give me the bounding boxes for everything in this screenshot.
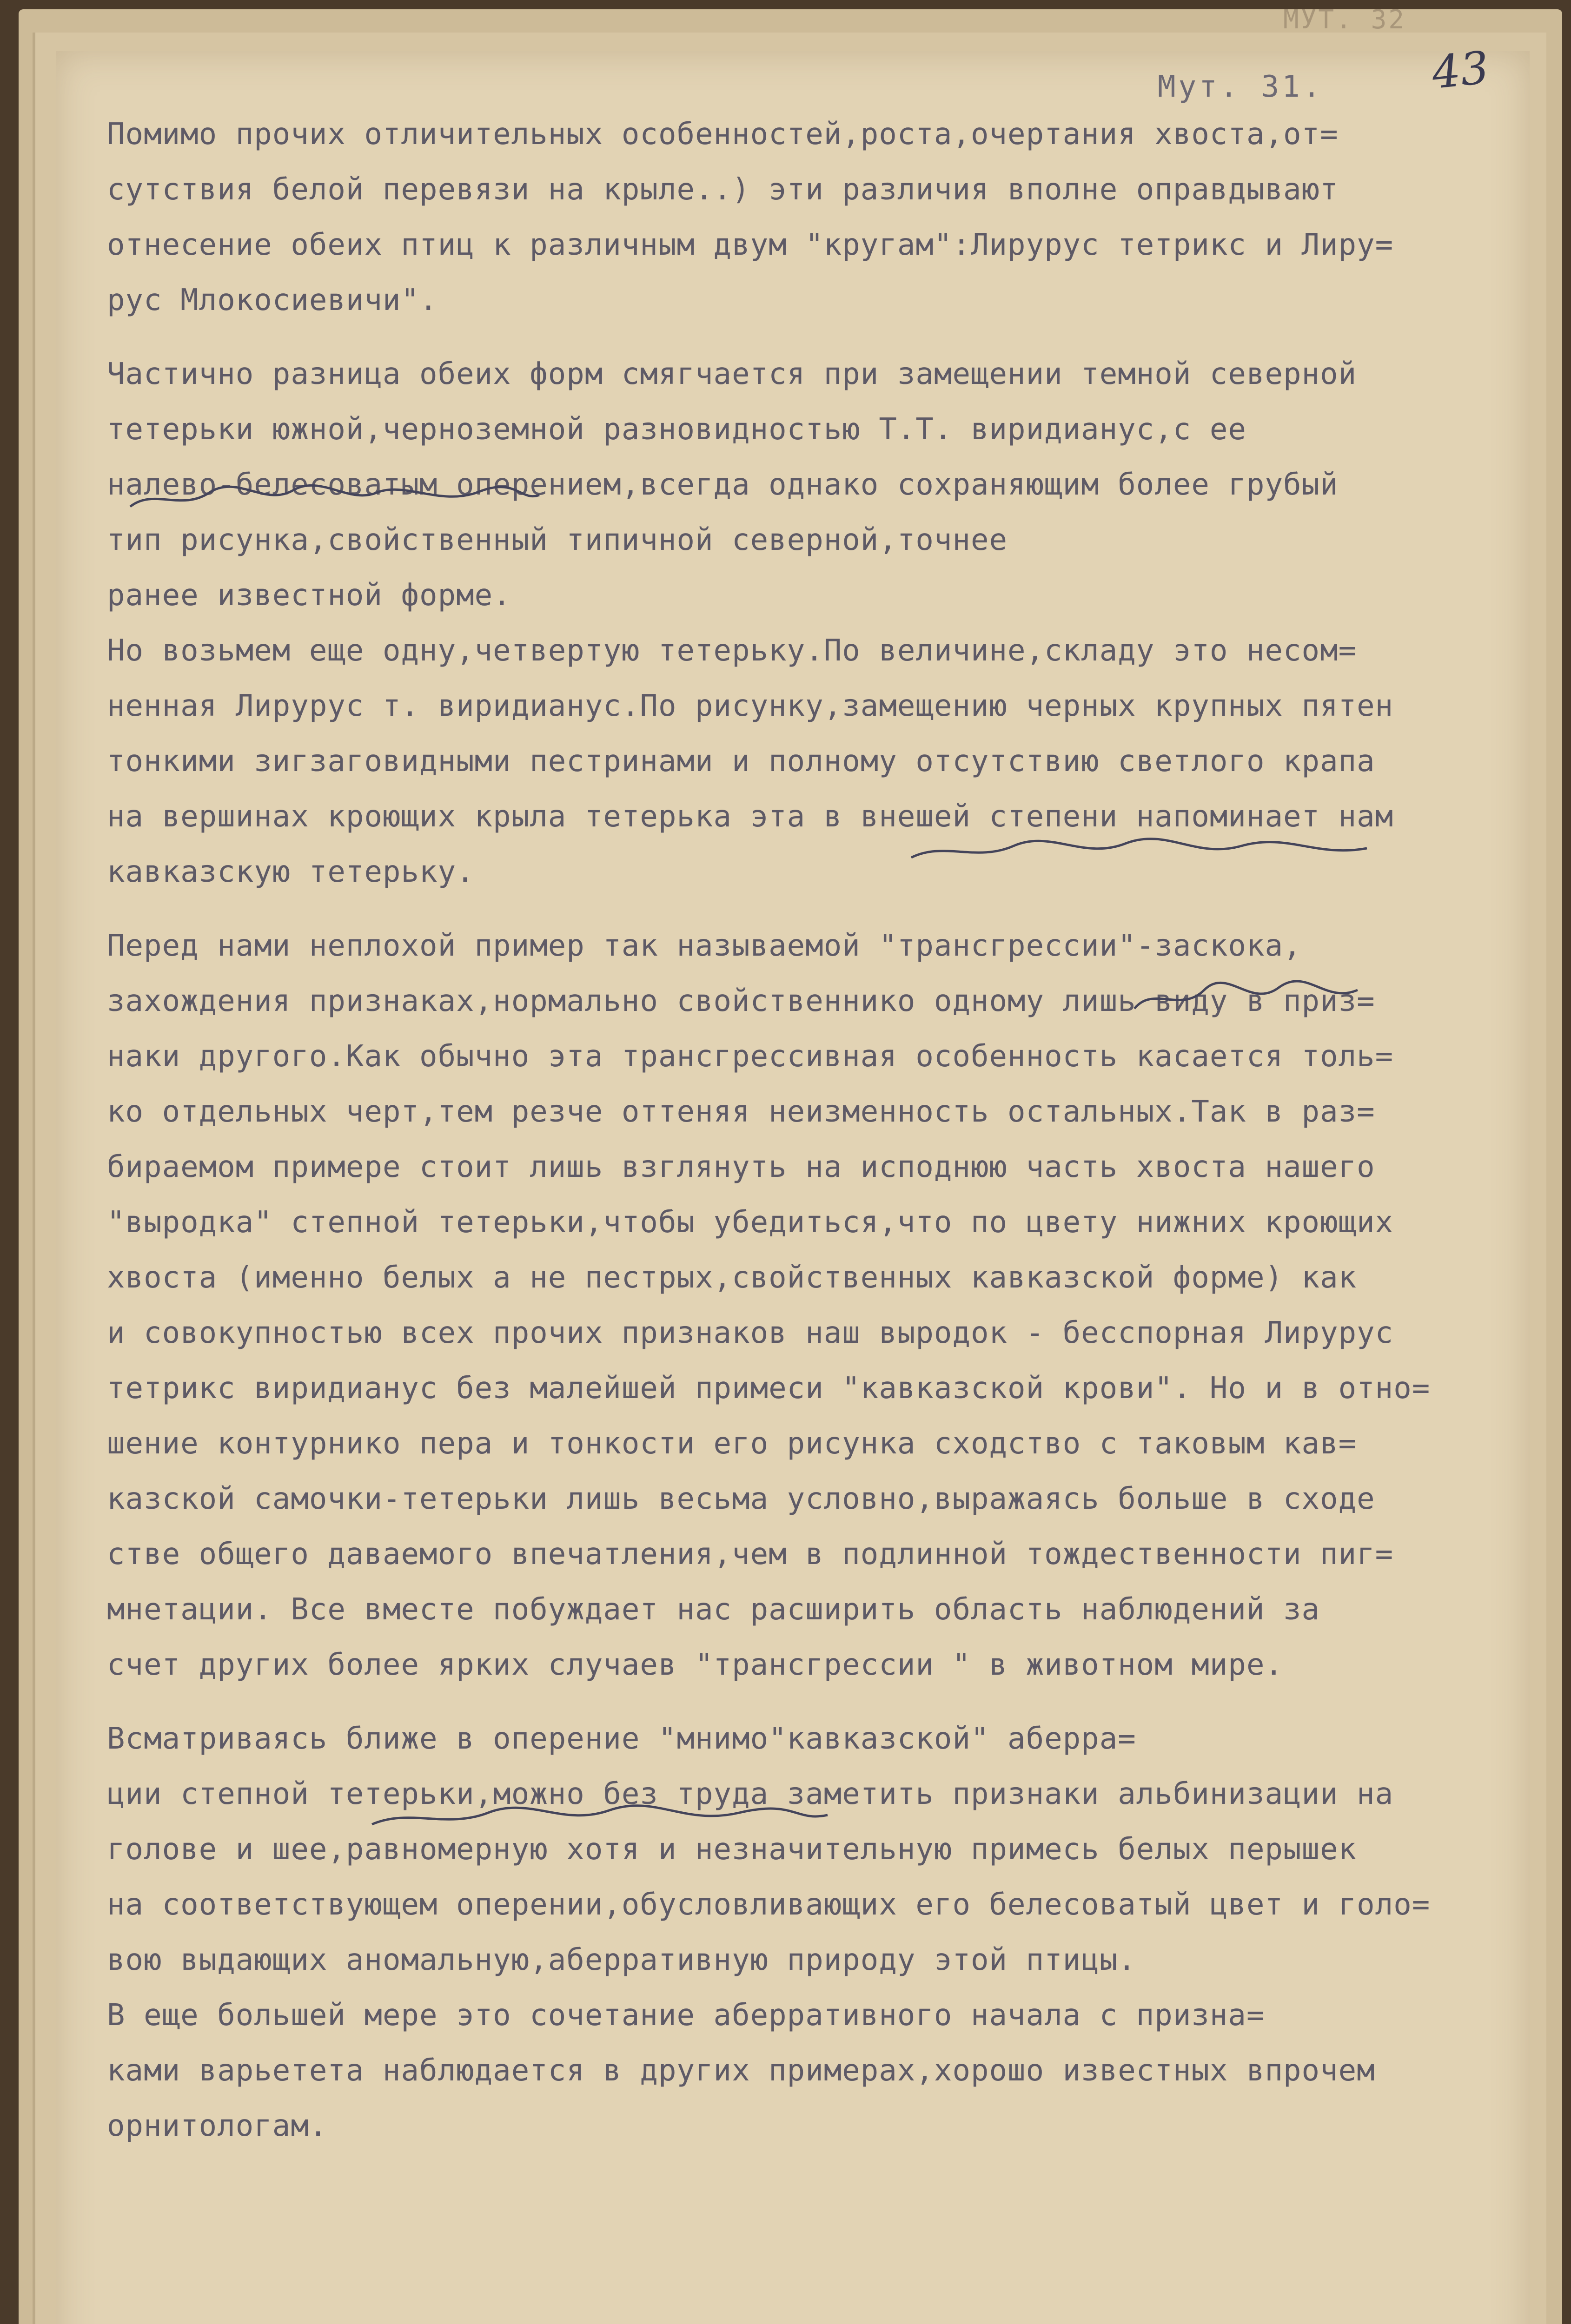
text-line: отнесение обеих птиц к различным двум "кругам":Лирурус тетрикс и Лиру= bbox=[107, 228, 1394, 262]
text-line: тетрикс виридианус без малейшей примеси "кавказской крови". Но и в отно= bbox=[107, 1371, 1431, 1406]
underlying-page-header: МУТ. 32 bbox=[1283, 5, 1406, 35]
text-line: ко отдельных черт,тем резче оттеняя неизменность остальных.Так в раз= bbox=[107, 1095, 1375, 1129]
text-line: ками варьетета наблюдается в других примерах,хорошо известных впрочем bbox=[107, 2053, 1375, 2088]
text-line: Перед нами неплохой пример так называемой "трансгрессии"-заскока, bbox=[107, 929, 1302, 963]
text-line: Помимо прочих отличительных особенностей,роста,очертания хвоста,от= bbox=[107, 117, 1339, 152]
text-line: тонкими зигзаговидными пестринами и полному отсутствию светлого крапа bbox=[107, 744, 1375, 779]
text-line: орнитологам. bbox=[107, 2109, 328, 2143]
folio-number: 43 bbox=[1429, 41, 1491, 99]
handwritten-annotation bbox=[907, 832, 1372, 869]
text-line: В еще большей мере это сочетание аберративного начала с призна= bbox=[107, 1998, 1265, 2033]
handwritten-annotation bbox=[367, 1799, 832, 1836]
text-line: бираемом примере стоит лишь взглянуть на исподнюю часть хвоста нашего bbox=[107, 1150, 1375, 1184]
text-line: тип рисунка,свойственный типичной северной,точнее bbox=[107, 523, 1008, 557]
text-line: Частично разница обеих форм смягчается при замещении темной северной bbox=[107, 357, 1357, 391]
text-line: наки другого.Как обычно эта трансгрессивная особенность касается толь= bbox=[107, 1039, 1394, 1074]
text-line: налево-белесоватым оперением,всегда однако сохраняющим более грубый bbox=[107, 468, 1339, 502]
text-line: кавказскую тетерьку. bbox=[107, 855, 475, 889]
handwritten-annotation bbox=[126, 479, 544, 516]
text-line: казской самочки-тетерьки лишь весьма условно,выражаясь больше в сходе bbox=[107, 1482, 1375, 1516]
text-line: ции степной тетерьки,можно без труда заметить признаки альбинизации на bbox=[107, 1777, 1394, 1811]
text-line: счет других более ярких случаев "трансгрессии " в животном мире. bbox=[107, 1648, 1283, 1682]
handwritten-annotation bbox=[1130, 976, 1362, 1018]
text-line: шение контурнико пера и тонкости его рисунка сходство с таковым кав= bbox=[107, 1426, 1357, 1461]
text-line: мнетации. Все вместе побуждает нас расширить область наблюдений за bbox=[107, 1592, 1320, 1627]
text-line: "выродка" степной тетерьки,чтобы убедиться,что по цвету нижних кроющих bbox=[107, 1205, 1394, 1240]
text-line: вою выдающих аномальную,аберративную природу этой птицы. bbox=[107, 1943, 1136, 1977]
page-header: Мут. 31. bbox=[1158, 70, 1324, 104]
text-line: на вершинах кроющих крыла тетерька эта в внешей степени напоминает нам bbox=[107, 799, 1394, 834]
text-line: ненная Лирурус т. виридианус.По рисунку,замещению черных крупных пятен bbox=[107, 689, 1394, 723]
text-line: Всматриваясь ближе в оперение "мнимо"кавказской" аберра= bbox=[107, 1722, 1136, 1756]
text-line: голове и шее,равномерную хотя и незначительную примесь белых перышек bbox=[107, 1832, 1357, 1867]
text-line: рус Млокосиевичи". bbox=[107, 283, 438, 317]
text-line: тетерьки южной,черноземной разновидностью Т.Т. виридианус,с ее bbox=[107, 412, 1246, 447]
text-line-blank bbox=[107, 1693, 1525, 1711]
text-line-blank bbox=[107, 900, 1525, 918]
text-line: ранее известной форме. bbox=[107, 578, 511, 613]
text-line: на соответствующем оперении,обусловливающих его белесоватый цвет и голо= bbox=[107, 1888, 1431, 1922]
text-line: сутствия белой перевязи на крыле..) эти различия вполне оправдывают bbox=[107, 172, 1339, 207]
text-line: захождения признаках,нормально свойственнико одному лишь виду в приз= bbox=[107, 984, 1375, 1018]
typewritten-body bbox=[107, 107, 1525, 2154]
text-line: и совокупностью всех прочих признаков наш выродок - бесспорная Лирурус bbox=[107, 1316, 1394, 1350]
text-line: стве общего даваемого впечатления,чем в подлинной тождественности пиг= bbox=[107, 1537, 1394, 1571]
text-line-blank bbox=[107, 328, 1525, 347]
text-line: Но возьмем еще одну,четвертую тетерьку.По величине,складу это несом= bbox=[107, 634, 1357, 668]
text-line: хвоста (именно белых а не пестрых,свойственных кавказской форме) как bbox=[107, 1261, 1357, 1295]
